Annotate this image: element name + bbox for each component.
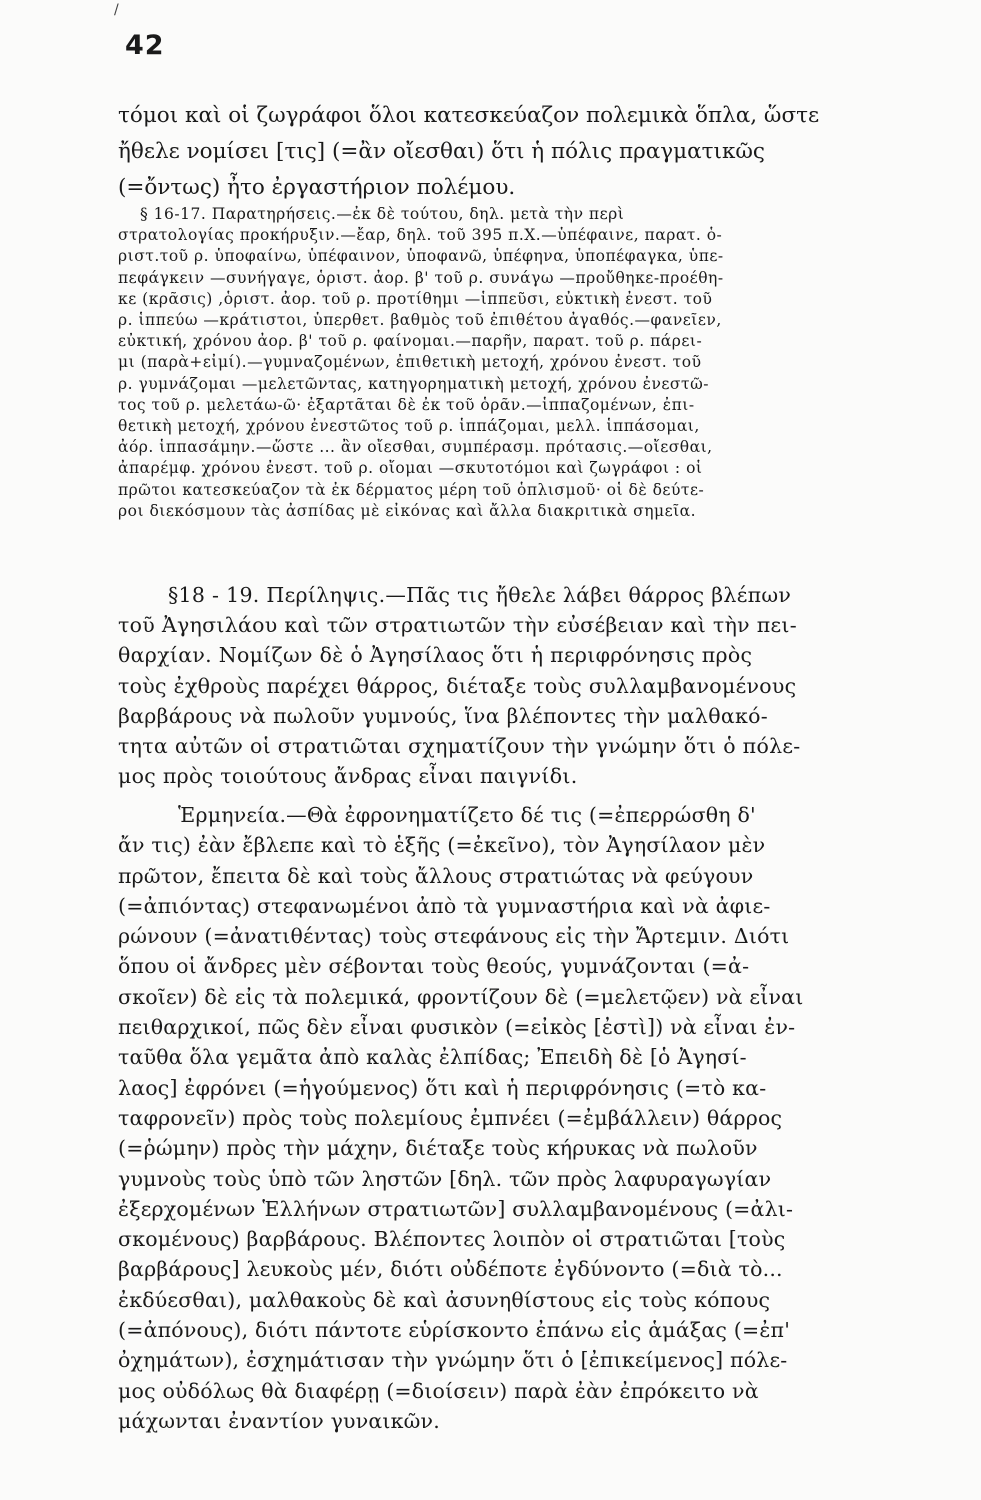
corner-mark: / xyxy=(114,2,119,18)
text-line: ρ. ἱππεύω —κράτιστοι, ὑπερθετ. βαθμὸς τοῦ ἐπιθέτου ἀγαθός.—φανεῖεν, xyxy=(118,311,722,330)
text-line: τοὺς ἐχθροὺς παρέχει θάρρος, διέταξε τοὺς συλλαμβανομένους xyxy=(118,673,797,698)
text-line: ὅπου οἱ ἄνδρες μὲν σέβονται τοὺς θεούς, γυμνάζονται (=ἀ- xyxy=(118,954,750,979)
text-line: ταῦθα ὅλα γεμᾶτα ἀπὸ καλὰς ἐλπίδας; Ἐπειδὴ δὲ [ὁ Ἀγησί- xyxy=(118,1045,747,1070)
text-line: εὐκτική, χρόνου ἀορ. β' τοῦ ρ. φαίνομαι.—παρῆν, παρατ. τοῦ ρ. πάρει- xyxy=(118,332,703,351)
text-line: μάχωνται ἐναντίον γυναικῶν. xyxy=(118,1408,440,1433)
text-line: ἐξερχομένων Ἑλλήνων στρατιωτῶν] συλλαμβανομένους (=ἀλι- xyxy=(118,1196,794,1221)
text-line: βαρβάρους νὰ πωλοῦν γυμνούς, ἵνα βλέποντες τὴν μαλθακό- xyxy=(118,703,768,728)
text-line: βαρβάρους] λευκοὺς μέν, διότι οὐδέποτε ἐγδύνοντο (=διὰ τὸ... xyxy=(118,1257,783,1282)
text-line: ἄν τις) ἐὰν ἔβλεπε καὶ τὸ ἑξῆς (=ἐκεῖνο), τὸν Ἀγησίλαον μὲν xyxy=(118,833,766,858)
text-line: σκομένους) βαρβάρους. Βλέποντες λοιπὸν οἱ στρατιῶται [τοὺς xyxy=(118,1227,786,1252)
summary-section xyxy=(118,580,963,791)
text-line: πρῶτοι κατεσκεύαζον τὰ ἐκ δέρματος μέρη τοῦ ὁπλισμοῦ· οἱ δὲ δεύτε- xyxy=(118,480,705,499)
text-line: (=ἀπόνους), διότι πάντοτε εὑρίσκοντο ἐπάνω εἰς ἁμάξας (=ἐπ' xyxy=(118,1318,791,1343)
interpretation-section xyxy=(118,800,963,1436)
text-line: θετικὴ μετοχή, χρόνου ἐνεστῶτος τοῦ ρ. ἱππάζομαι, μελλ. ἱππάσομαι, xyxy=(118,417,700,436)
text-line: ὀχημάτων), ἐσχημάτισαν τὴν γνώμην ὅτι ὁ [ἐπικείμενος] πόλε- xyxy=(118,1348,788,1373)
text-line: τόμοι καὶ οἱ ζωγράφοι ὅλοι κατεσκεύαζον πολεμικὰ ὅπλα, ὥστε xyxy=(118,103,820,128)
text-line: γυμνοὺς τοὺς ὑπὸ τῶν ληστῶν [δηλ. τῶν πρὸς λαφυραγωγίαν xyxy=(118,1166,772,1191)
text-line: μος πρὸς τοιούτους ἄνδρας εἶναι παιγνίδι. xyxy=(118,764,578,789)
text-line: ἀόρ. ἱππασάμην.—ὥστε ... ἂν οἴεσθαι, συμπέρασμ. πρότασις.—οἴεσθαι, xyxy=(118,438,713,457)
text-line: τος τοῦ ρ. μελετάω-ῶ· ἐξαρτᾶται δὲ ἐκ τοῦ ὁρᾶν.—ἱππαζομένων, ἐπι- xyxy=(118,395,695,414)
text-line: μι (παρὰ+εἰμί).—γυμναζομένων, ἐπιθετικὴ μετοχή, χρόνου ἐνεστ. τοῦ xyxy=(118,353,702,372)
text-line: κε (κρᾶσις) ,ὁριστ. ἀορ. τοῦ ρ. προτίθημι —ἱππεῦσι, εὐκτικὴ ἐνεστ. τοῦ xyxy=(118,289,713,308)
text-line: (=ὄντως) ἦτο ἐργαστήριον πολέμου. xyxy=(118,175,516,200)
text-line: θαρχίαν. Νομίζων δὲ ὁ Ἀγησίλαος ὅτι ἡ περιφρόνησις πρὸς xyxy=(118,643,753,668)
text-line: πειθαρχικοί, πῶς δὲν εἶναι φυσικὸν (=εἰκὸς [ἐστὶ]) νὰ εἶναι ἐν- xyxy=(118,1015,796,1040)
text-line: μος οὐδόλως θὰ διαφέρῃ (=διοίσειν) παρὰ ἐὰν ἐπρόκειτο νὰ xyxy=(118,1378,759,1403)
text-line: ἐκδύεσθαι), μαλθακοὺς δὲ καὶ ἀσυνηθίστους εἰς τοὺς κόπους xyxy=(118,1287,771,1312)
text-line: ρώνουν (=ἀνατιθέντας) τοὺς στεφάνους εἰς τὴν Ἄρτεμιν. Διότι xyxy=(118,924,790,949)
text-line: λαος] ἐφρόνει (=ἡγούμενος) ὅτι καὶ ἡ περιφρόνησις (=τὸ κα- xyxy=(118,1075,767,1100)
text-line: τητα αὐτῶν οἱ στρατιῶται σχηματίζουν τὴν γνώμην ὅτι ὁ πόλε- xyxy=(118,734,801,759)
text-line: ριστ.τοῦ ρ. ὑποφαίνω, ὑπέφαινον, ὑποφανῶ, ὑπέφηνα, ὑποπέφαγκα, ὑπε- xyxy=(118,247,724,266)
intro-paragraph xyxy=(118,98,963,206)
text-line: ροι διεκόσμουν τὰς ἀσπίδας μὲ εἰκόνας καὶ ἄλλα διακριτικὰ σημεῖα. xyxy=(118,501,697,520)
text-line: τοῦ Ἀγησιλάου καὶ τῶν στρατιωτῶν τὴν εὐσέβειαν καὶ τὴν πει- xyxy=(118,613,797,638)
page-number: 42 xyxy=(125,30,165,61)
summary-heading-line: §18 - 19. Περίληψις.—Πᾶς τις ἤθελε λάβει θάρρος βλέπων xyxy=(168,583,792,607)
interpretation-heading-line: Ἑρμηνεία.—Θὰ ἐφρονηματίζετο δέ τις (=ἐπερρώσθη δ' xyxy=(178,803,756,827)
text-line: (=ῥώμην) πρὸς τὴν μάχην, διέταξε τοὺς κήρυκας νὰ πωλοῦν xyxy=(118,1136,758,1161)
text-line: ἤθελε νομίσει [τις] (=ἂν οἴεσθαι) ὅτι ἡ πόλις πραγματικῶς xyxy=(118,139,765,164)
text-line: στρατολογίας προκήρυξιν.—ἔαρ, δηλ. τοῦ 395 π.Χ.—ὑπέφαινε, παρατ. ὁ- xyxy=(118,226,723,245)
text-line: σκοῖεν) δὲ εἰς τὰ πολεμικά, φροντίζουν δὲ (=μελετῷεν) νὰ εἶναι xyxy=(118,984,804,1009)
notes-section xyxy=(118,204,963,522)
text-line: ταφρονεῖν) πρὸς τοὺς πολεμίους ἐμπνέει (=ἐμβάλλειν) θάρρος xyxy=(118,1105,783,1130)
text-line: ρ. γυμνάζομαι —μελετῶντας, κατηγορηματικὴ μετοχή, χρόνου ἐνεστῶ- xyxy=(118,374,709,393)
notes-heading-line: § 16-17. Παρατηρήσεις.—ἐκ δὲ τούτου, δηλ. μετὰ τὴν περὶ xyxy=(140,205,625,223)
text-line: ἀπαρέμφ. χρόνου ἐνεστ. τοῦ ρ. οἴομαι —σκυτοτόμοι καὶ ζωγράφοι : οἱ xyxy=(118,459,703,478)
text-line: πρῶτον, ἔπειτα δὲ καὶ τοὺς ἄλλους στρατιώτας νὰ φεύγουν xyxy=(118,863,754,888)
text-line: (=ἀπιόντας) στεφανωμένοι ἀπὸ τὰ γυμναστήρια καὶ νὰ ἀφιε- xyxy=(118,893,771,918)
text-line: πεφάγκειν —συνήγαγε, ὁριστ. ἀορ. β' τοῦ ρ. συνάγω —προὔθηκε-προέθη- xyxy=(118,268,724,287)
